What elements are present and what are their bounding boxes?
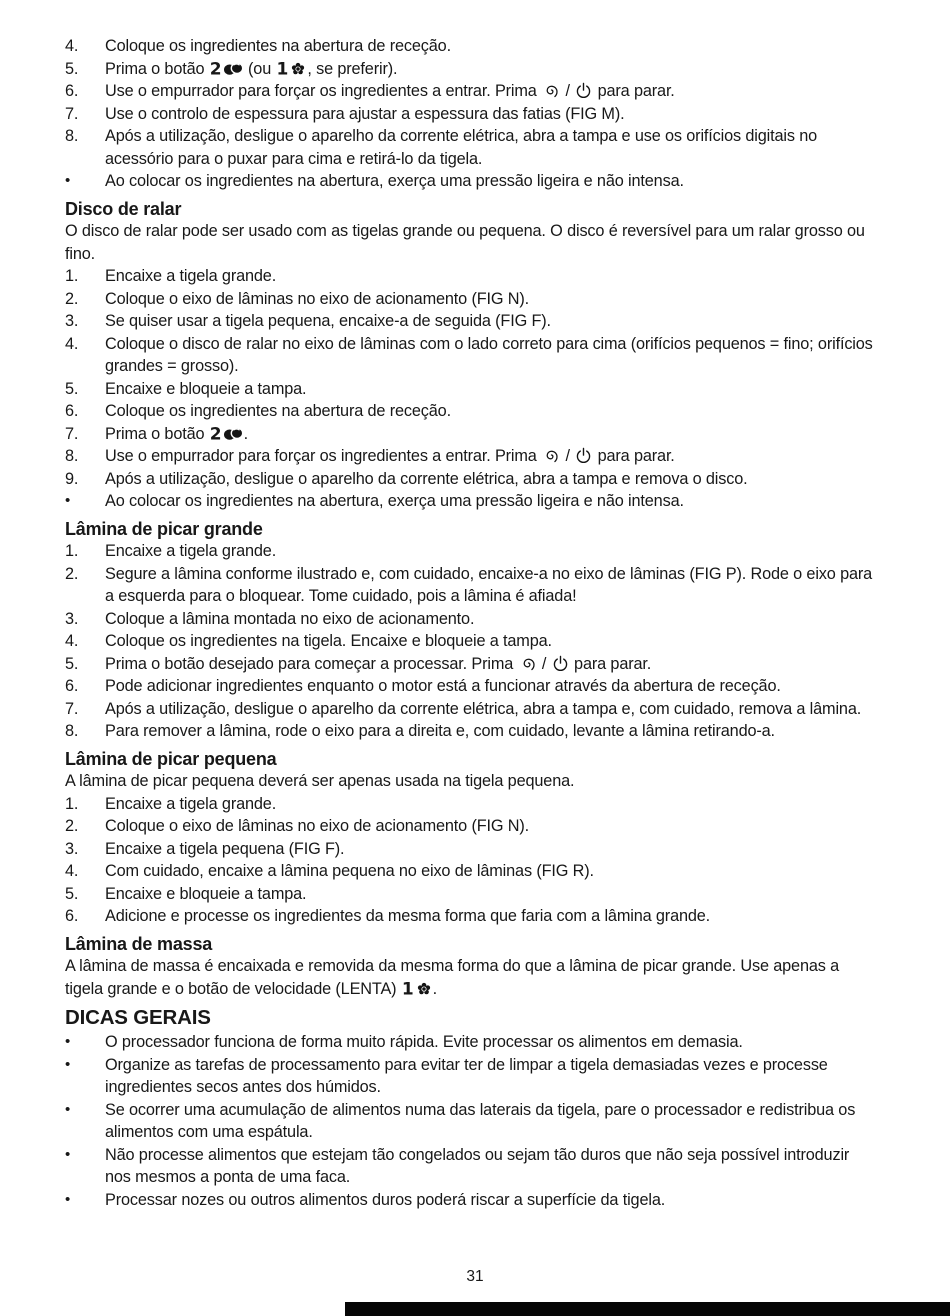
list-item [65,423,875,446]
list-item-marker: • [65,492,71,509]
list-item [65,58,875,81]
list-item-marker: 6. [65,82,79,100]
list-item-marker: 4. [65,37,79,55]
list-item-text: Coloque a lâmina montada no eixo de acionamento. [105,609,475,628]
list-item [65,905,875,928]
list-item [65,1144,875,1189]
list-item-text: Processar nozes ou outros alimentos duros poderá riscar a superfície da tigela. [105,1190,666,1209]
list-item-text: Não processe alimentos que estejam tão congelados ou sejam tão duros que não seja possível introduzir nos mesmos a ponta de uma faca. [105,1145,850,1186]
list-item-marker: 8. [65,722,79,740]
list-item-text: Se ocorrer uma acumulação de alimentos numa das laterais da tigela, pare o processador e redistribua os alimentos com uma espátula. [105,1100,856,1141]
list-item-text: Após a utilização, desligue o aparelho da corrente elétrica, abra a tampa e remova o disco. [105,469,748,488]
speed-button-number: 2 [209,424,222,444]
list-item-marker: 6. [65,677,79,695]
list-item-text: Encaixe a tigela grande. [105,542,277,560]
list-item [65,445,875,468]
power-off-button-icon [574,445,593,468]
list-item-marker: 8. [65,127,79,145]
list-item-marker: 4. [65,862,79,880]
list-item-text: Com cuidado, encaixe a lâmina pequena no eixo de lâminas (FIG R). [105,862,594,880]
list-item-marker: 6. [65,907,79,925]
list-item-marker: • [65,1033,71,1050]
list-item-marker: 7. [65,104,79,123]
speed-button-number: 1 [276,59,289,79]
list-item-text: Prima o botão 2 . [105,424,249,444]
list-item-text: Após a utilização, desligue o aparelho da corrente elétrica, abra a tampa e use os orifícios digitais no acessório para o puxar para cima e retirá-lo da tigela. [105,127,818,168]
list-item-marker: 1. [65,794,79,813]
list-item-marker: 2. [65,289,79,308]
section-heading: Lâmina de picar pequena [65,748,277,769]
list-item-text: Use o empurrador para forçar os ingredientes a entrar. Prima / para parar. [105,445,875,468]
speed-button-number: 2 [209,59,222,79]
list-item-marker: 3. [65,839,79,858]
list-item-marker: 9. [65,469,79,488]
list-item-marker: 4. [65,632,79,650]
list-item-marker: 3. [65,609,79,628]
paragraph: A lâmina de massa é encaixada e removida da mesma forma do que a lâmina de picar grande. Use apenas a tigela grande e o botão de velocidade (LENTA) 1 . [65,957,840,999]
list-item-text: Use o controlo de espessura para ajustar a espessura das fatias (FIG M). [105,104,625,123]
pulse-spiral-button-icon [541,445,561,468]
list-item-text: Coloque os ingredientes na abertura de receção. [105,402,451,420]
list-item [65,265,875,288]
section-heading: Lâmina de massa [65,933,213,954]
list-item-marker: 8. [65,447,79,465]
list-item-text: Para remover a lâmina, rode o eixo para a direita e, com cuidado, levante a lâmina retirando-a. [105,722,775,740]
section-heading: Disco de ralar [65,198,182,219]
list-item-marker: 1. [65,542,79,560]
list-item-text: Coloque o eixo de lâminas no eixo de acionamento (FIG N). [105,817,530,835]
list-item [65,125,875,170]
pulse-spiral-button-icon [518,653,538,676]
list-item [65,838,875,861]
list-item [65,563,875,608]
list-item-marker: 4. [65,334,79,353]
list-item [65,675,875,698]
list-item [65,1099,875,1144]
list-item [65,1189,875,1212]
power-off-button-icon [574,80,593,103]
list-item-marker: 1. [65,267,79,285]
list-item-text: Encaixe a tigela grande. [105,267,277,285]
list-item-marker: • [65,1100,71,1118]
list-item-text: Use o empurrador para forçar os ingredientes a entrar. Prima / para parar. [105,80,875,103]
page-number: 31 [466,1267,484,1285]
list-item-marker: 5. [65,59,79,78]
list-item-text: Encaixe e bloqueie a tampa. [105,379,307,398]
speed-button-number: 1 [401,979,414,999]
list-item [65,815,875,838]
list-item-text: Organize as tarefas de processamento para evitar ter de limpar a tigela demasiadas vezes e processe ingredientes secos antes dos húmidos. [105,1055,828,1096]
list-item-text: Ao colocar os ingredientes na abertura, exerça uma pressão ligeira e não intensa. [105,172,684,190]
list-item [65,103,875,126]
list-item-marker: 2. [65,564,79,583]
list-item-text: Ao colocar os ingredientes na abertura, exerça uma pressão ligeira e não intensa. [105,492,684,510]
list-item [65,608,875,631]
manual-page-content [65,35,875,1211]
list-item-text: Coloque o disco de ralar no eixo de lâminas com o lado correto para cima (orifícios pequenos = fino; orifícios grandes = grosso). [105,334,873,375]
list-item [65,468,875,491]
list-item-marker: • [65,172,71,189]
list-item [65,1031,875,1054]
list-item-marker: 5. [65,379,79,398]
list-item-text: Se quiser usar a tigela pequena, encaixe-a de seguida (FIG F). [105,312,551,330]
list-item-text: Encaixe e bloqueie a tampa. [105,884,307,903]
list-item [65,400,875,423]
list-item [65,540,875,563]
list-item-marker: 3. [65,312,79,330]
speed-2-fast-button-icon [209,58,244,81]
list-item-marker: • [65,1055,71,1073]
list-item-marker: • [65,1145,71,1163]
list-item-marker: 7. [65,699,79,718]
list-item-text: Encaixe a tigela pequena (FIG F). [105,839,345,858]
list-item-marker: 5. [65,654,79,673]
list-item-text: Encaixe a tigela grande. [105,794,277,813]
list-item [65,378,875,401]
list-item-text: Após a utilização, desligue o aparelho da corrente elétrica, abra a tampa e, com cuidado, remova a lâmina. [105,699,862,718]
list-item [65,720,875,743]
speed-2-fast-button-icon [209,423,244,446]
speed-1-slow-button-icon [401,978,433,1001]
list-item-marker: • [65,1190,71,1208]
list-item-text: Pode adicionar ingredientes enquanto o motor está a funcionar através da abertura de receção. [105,677,781,695]
list-item [65,288,875,311]
pulse-spiral-button-icon [541,80,561,103]
list-item-text: Adicione e processe os ingredientes da mesma forma que faria com a lâmina grande. [105,907,711,925]
list-item [65,35,875,58]
list-item [65,883,875,906]
scan-edge-bar [345,1302,950,1316]
list-item-text: Prima o botão 2 (ou 1 , se preferir). [105,59,398,79]
list-item-marker: 2. [65,817,79,835]
list-item-text: Coloque os ingredientes na abertura de receção. [105,37,451,55]
list-item [65,653,875,676]
list-item-text: Coloque o eixo de lâminas no eixo de acionamento (FIG N). [105,289,530,308]
list-item [65,630,875,653]
list-item-marker: 6. [65,402,79,420]
list-item-text: Prima o botão desejado para começar a processar. Prima / para parar. [105,653,875,676]
section-heading: Lâmina de picar grande [65,518,263,539]
power-off-button-icon [551,653,570,676]
list-item [65,80,875,103]
list-item-text: O processador funciona de forma muito rápida. Evite processar os alimentos em demasia. [105,1033,743,1051]
list-item [65,333,875,378]
list-item [65,170,875,193]
list-item [65,310,875,333]
list-item [65,698,875,721]
speed-1-slow-button-icon [275,58,307,81]
list-item [65,490,875,513]
list-item [65,793,875,816]
paragraph: A lâmina de picar pequena deverá ser apenas usada na tigela pequena. [65,772,575,790]
list-item-text: Segure a lâmina conforme ilustrado e, com cuidado, encaixe-a no eixo de lâminas (FIG P). Rode o eixo para a esquerda para o bloquear. Tome cuidado, pois a lâmina é afiada! [105,564,873,605]
main-heading: DICAS GERAIS [65,1006,211,1029]
list-item-text: Coloque os ingredientes na tigela. Encaixe e bloqueie a tampa. [105,632,552,650]
list-item-marker: 7. [65,424,79,443]
list-item [65,860,875,883]
list-item-marker: 5. [65,884,79,903]
paragraph: O disco de ralar pode ser usado com as tigelas grande ou pequena. O disco é reversível para um ralar grosso ou fino. [65,222,865,263]
list-item [65,1054,875,1099]
